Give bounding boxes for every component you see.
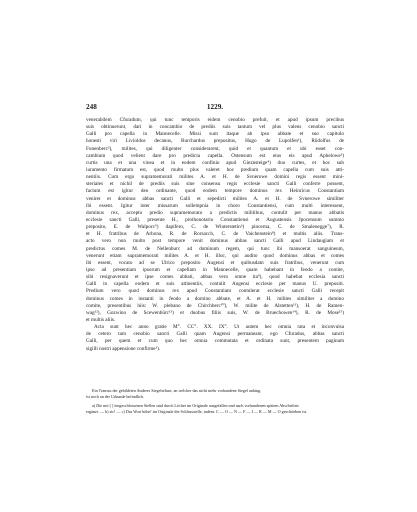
text-line: Galli, per quem et cum quo hec omnia commutata et ordinata sunt, presentem paginam	[86, 338, 344, 345]
footnotes	[86, 388, 344, 414]
text-line: ibi essent. Igitur inter missarum sollempnia in choro Constantiensi, cum multi interessent,	[86, 202, 344, 209]
text-line: comite, presentibus hiis: W. plebano de Chirchberc¹⁰), W. milite de Alstetten¹¹), H. de Ramen-	[86, 302, 344, 309]
text-line: Predium vero quod dominus rex apud Constantiam contulerat ecclesie sancti Galli recepit	[86, 288, 344, 295]
text-line: Galli pro capella in Mannecelle. Missi sunt itaque ab ipso abbate et suo capitulo	[86, 131, 344, 138]
text-line: suis obtinuerunt, dari in concambio de prediis suis tantum vel plus valens cenobio sancti	[86, 124, 344, 131]
text-line: dominus rex, accepto predio supramemorato a predictis militibus, contulit per manus abbatis	[86, 209, 344, 216]
text-line: venerunt etiam supramemorati milites A. et H. illuc, qui audito quod dominus abbas et comes	[86, 252, 344, 259]
page-header	[86, 103, 344, 113]
text-line: Fonenberc²), milites, qui diligenter considerarent, quid et quantum et ubi esset con-	[86, 145, 344, 152]
text-line: et multis aliis.	[86, 316, 116, 323]
text-line: et H. fratribus de Arbona, R. de Rorsacch, C. de Vaichenstein⁸) et multis aliis. Trans-	[86, 231, 344, 238]
text-line: de cetero tam cenobio sancti Galli quam Augensi permaneant, ego Cfuradus, abbas sancti	[86, 331, 344, 338]
text-line: acto vero non multo post tempore venit dominus abbas sancti Galli apud Lindaugiam et	[86, 238, 344, 245]
text-line: venerabilem Cfuradum, qui tunc temporis eidem cenobio prefuit, et apud ipsum precibus	[86, 117, 344, 123]
text-line: ibi essent, vocato ad se Ŭlrico preposito Augensi et quibusdam suis fratribus, venerunt cum	[86, 259, 344, 266]
footnote-line: ergänzt. — b) sic! — c) Das Wort höhe! im Originale die Schlussstelle, indem: C — O — N — F — I — R — M — O geschrieben ist.	[86, 408, 308, 414]
year-heading: 1229.	[206, 103, 224, 111]
text-line: nentiis. Cum ergo supramemorati milites A. et H. de Svnerowe domini regis essent mini-	[86, 174, 344, 181]
charter-text	[86, 117, 344, 353]
text-line: sigilli nostri appensione confirme¹).	[86, 345, 161, 352]
text-line: ipso ad presentiam ipsorum et capellam in Mannecelle, quam habebant in feodo a comite,	[86, 266, 344, 273]
text-line: Acta sunt hec anno gratie M°. CC°. XX. IX°. Ut autem hec omnia rata et inconvulsa	[94, 324, 344, 331]
text-line: curtis una et una vinea et in eodem confinio apud Gieznsteige⁴) duo curtes, et hoc sub	[86, 159, 344, 166]
text-line: wag¹²), Gozwino de Scewenbürc¹³) et duobus filiis suis, W. de Bruechowen¹⁴), R. de Mose¹⁵)	[86, 309, 344, 316]
footnote-line: a) Die mit [ ] eingeschlossenen Stellen sind durch Löcher im Originale ausgefallen und nach vorhandenen spätern Abschriften	[92, 403, 299, 409]
text-line: honesti viri Livioldus decanus, Burchardus prepositus, Hugo de Lupolfen¹), Rŏdolfus de	[86, 138, 344, 145]
footnote-line: ist noch an der Urkunde befindlich.	[86, 393, 144, 399]
text-line: predictus comes M. de Nellenburc ad dominum regem, qui tunc ibi mansoerat sanguineum,	[86, 245, 344, 252]
text-line: steriales et nichil de prediis suis sine consensu regis ecclesie sancti Galli conferre possent,	[86, 181, 344, 188]
text-line: factum est igitur deo ordinante, quod eodem tempore dominus rex Heinricus Constantiam	[86, 188, 344, 195]
text-line: preposito, E. de Walporc⁵) dapifero, C. de Winterstetin⁶) pincerna, C. de Smalenegge⁷), R.	[86, 224, 344, 231]
text-line: veniret et dominus abbas sancti Galli et sepedicti milites A. et H. de Svnerowe similiter	[86, 195, 344, 202]
text-line: iuramento firmatum est, quod multo plus valeret hoc predium quam capella cum suis atti-	[86, 166, 344, 173]
page-number: 248	[86, 103, 97, 111]
text-line: sibi resignaverunt et ipse comes abbati, abbas vero omne ita⁹), quod habebat ecclesia sancti	[86, 274, 344, 281]
text-line: Galli in capella eodem et suis attinentiis, contulit Augensi ecclesie per manus Ŭ. prepositi.	[86, 281, 344, 288]
text-line: dominus comes in instanti in feodo a domino abbate, et A. et H. milites similiter a domino	[86, 295, 344, 302]
text-line: ecclesie sancti Galli, presente H., prothonotario Constantiensi et Augustensis Jpocensum summo	[86, 216, 344, 223]
text-line: cambium quod velient dare pro predicta capella. Ostensum est eius eis apud Aphelowe³)	[86, 152, 344, 159]
footnote-line: Ein Transsu der gebildeten Anderes Siegelsehurr, an welcher das nicht mehr vorhandene Siegel anhing,	[92, 388, 262, 393]
